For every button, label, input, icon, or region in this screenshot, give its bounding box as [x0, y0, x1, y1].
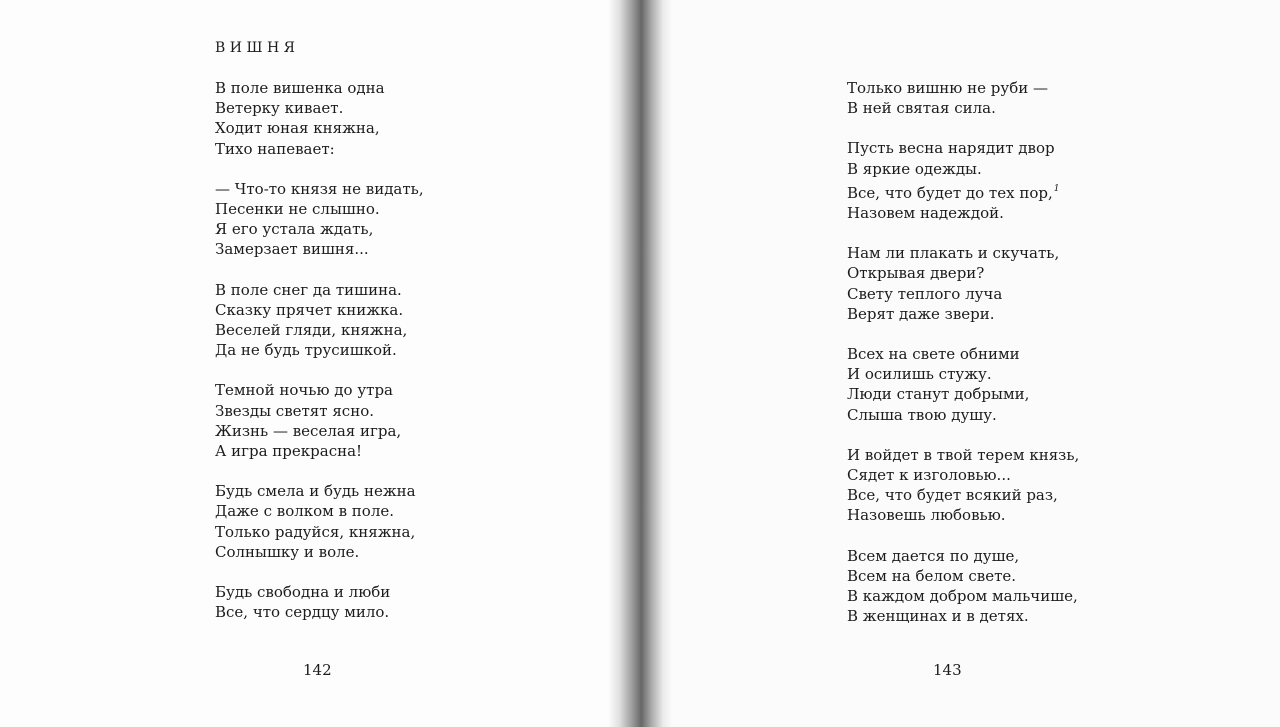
poem-line: Тихо напевает:: [215, 139, 335, 158]
poem-line: Сказку прячет книжка.: [215, 300, 404, 319]
poem-line: Пусть весна нарядит двор: [847, 139, 1055, 158]
page-number-right: 143: [933, 661, 962, 679]
poem-line: Я его устала ждать,: [215, 220, 374, 239]
poem-line: Назовем надеждой.: [847, 204, 1004, 223]
poem-line: Все, что сердцу мило.: [215, 603, 390, 622]
poem-line: Только вишню не руби —: [847, 79, 1048, 97]
poem-line: Солнышку и воле.: [215, 542, 360, 561]
stanza: [215, 179, 424, 260]
stanza: [847, 344, 1079, 425]
stanza: [215, 78, 424, 159]
stanza: [847, 138, 1079, 223]
poem-line: — Что-то князя не видать,: [215, 179, 424, 198]
stanza: [847, 78, 1079, 118]
poem-line: Темной ночью до утра: [215, 381, 393, 400]
poem-line: Будь смела и будь нежна: [215, 482, 416, 501]
poem-line: Назовешь любовью.: [847, 506, 1006, 525]
poem-line: Песенки не слышно.: [215, 200, 380, 219]
poem-line: Ходит юная княжна,: [215, 119, 380, 138]
poem-line: Свету теплого луча: [847, 284, 1003, 303]
poem-line: Верят даже звери.: [847, 304, 995, 323]
right-poem-column: [847, 78, 1079, 646]
poem-line: Веселей гляди, княжна,: [215, 321, 408, 340]
poem-line: Замерзает вишня...: [215, 240, 369, 259]
poem-line: Звезды светят ясно.: [215, 401, 375, 420]
poem-line: Ветерку кивает.: [215, 99, 344, 118]
poem-line: Даже с волком в поле.: [215, 502, 395, 521]
poem-line: В поле вишенка одна: [215, 79, 385, 97]
poem-line: В поле снег да тишина.: [215, 280, 402, 299]
stanza: [215, 481, 424, 562]
stanza: [847, 445, 1079, 526]
poem-line: Нам ли плакать и скучать,: [847, 244, 1060, 263]
poem-line: Все, что будет до тех пор,$^1$: [847, 183, 1060, 202]
book-gutter-shadow: [608, 0, 672, 727]
stanza: [847, 243, 1079, 324]
poem-line: Всем дается по душе,: [847, 546, 1020, 565]
footnote-mark: 1: [1053, 183, 1060, 194]
poem-line: И войдет в твой терем князь,: [847, 445, 1080, 464]
poem-line: В каждом добром мальчише,: [847, 587, 1078, 606]
poem-line: И осилишь стужу.: [847, 365, 992, 384]
poem-line: Сядет к изголовью...: [847, 466, 1011, 485]
poem-line: Жизнь — веселая игра,: [215, 421, 402, 440]
left-poem-column: [215, 78, 424, 642]
poem-line: Все, что будет всякий раз,: [847, 486, 1058, 505]
page-number-left: 142: [303, 661, 332, 679]
stanza: [215, 582, 424, 622]
poem-line: А игра прекрасна!: [215, 442, 363, 461]
poem-line: Да не будь трусишкой.: [215, 341, 397, 360]
poem-line: В женщинах и в детях.: [847, 607, 1029, 626]
poem-line: Открывая двери?: [847, 264, 985, 283]
poem-line: Слыша твою душу.: [847, 405, 997, 424]
poem-line: Будь свободна и люби: [215, 583, 391, 602]
poem-line: Только радуйся, княжна,: [215, 522, 416, 541]
stanza: [215, 280, 424, 361]
stanza: [847, 546, 1079, 627]
poem-line: Всех на свете обними: [847, 345, 1020, 364]
poem-line: В ней святая сила.: [847, 99, 996, 118]
poem-line: В яркие одежды.: [847, 159, 982, 178]
stanza: [215, 380, 424, 461]
poem-line: Люди станут добрыми,: [847, 385, 1030, 404]
poem-line: Всем на белом свете.: [847, 566, 1017, 585]
poem-title: ВИШНЯ: [215, 40, 300, 56]
